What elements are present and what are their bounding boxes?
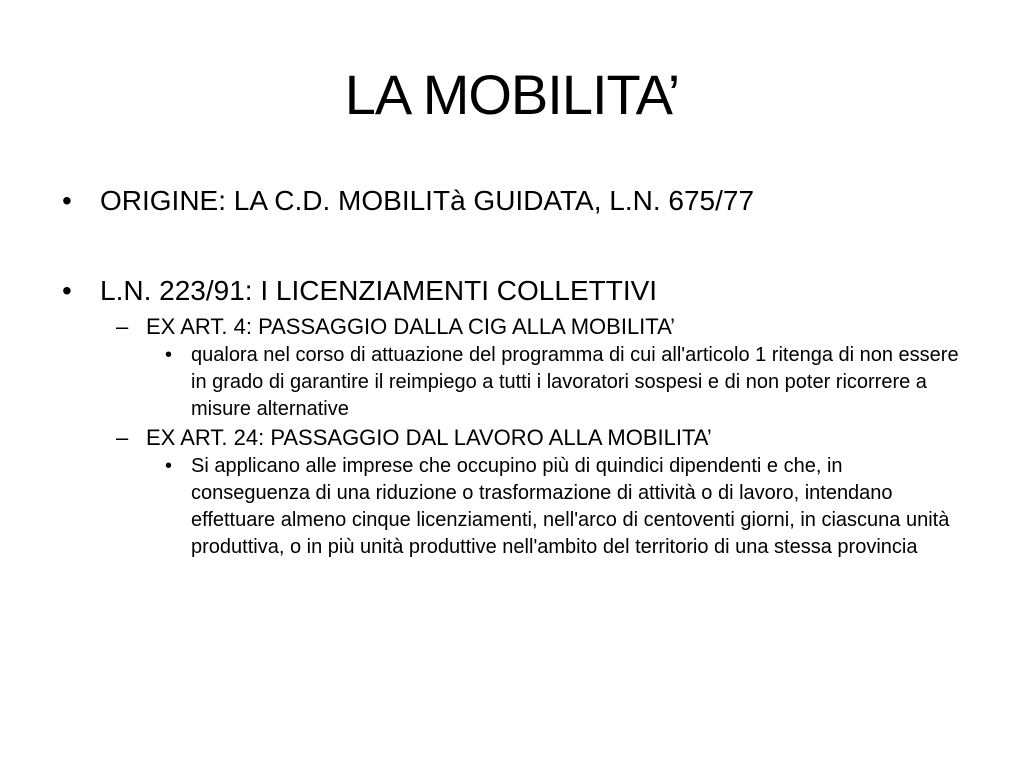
sub-item-text: EX ART. 24: PASSAGGIO DAL LAVORO ALLA MOBILITA’: [146, 425, 712, 450]
sub-item-art-4: [62, 312, 962, 342]
detail-text: Si applicano alle imprese che occupino più di quindici dipendenti e che, in conseguenza di una riduzione o trasformazione di attività o di lavoro, intendano effettuare almeno cinque licenziamenti, nell'arco di centoventi giorni, in ciascuna unità produttiva, o in più unità produttive nell'ambito del territorio di una stessa provincia: [191, 455, 950, 558]
bullet-text: ORIGINE: LA C.D. MOBILITà GUIDATA, L.N. 675/77: [100, 185, 755, 216]
bullet-item-ln-223-91: [62, 270, 962, 312]
sub-item-text: EX ART. 4: PASSAGGIO DALLA CIG ALLA MOBILITA’: [146, 314, 676, 339]
bullet-dash: –: [116, 425, 129, 450]
detail-text: qualora nel corso di attuazione del programma di cui all'articolo 1 ritenga di non essere in grado di garantire il reimpiego a tutti i lavoratori sospesi e di non poter ricorrere a misure alternative: [191, 344, 959, 420]
bullet-dot: •: [62, 185, 72, 216]
bullet-dot: •: [165, 455, 173, 477]
bullet-item-origine: [62, 180, 962, 222]
bullet-dot: •: [165, 344, 173, 366]
detail-item-art-24: [62, 453, 962, 561]
bullet-text: L.N. 223/91: I LICENZIAMENTI COLLETTIVI: [100, 275, 658, 306]
slide-body: [62, 180, 962, 561]
sub-item-art-24: [62, 423, 962, 453]
slide-title: LA MOBILITA’: [344, 63, 680, 126]
bullet-dot: •: [62, 275, 72, 306]
detail-item-art-4: [62, 342, 962, 423]
bullet-dash: –: [116, 314, 129, 339]
